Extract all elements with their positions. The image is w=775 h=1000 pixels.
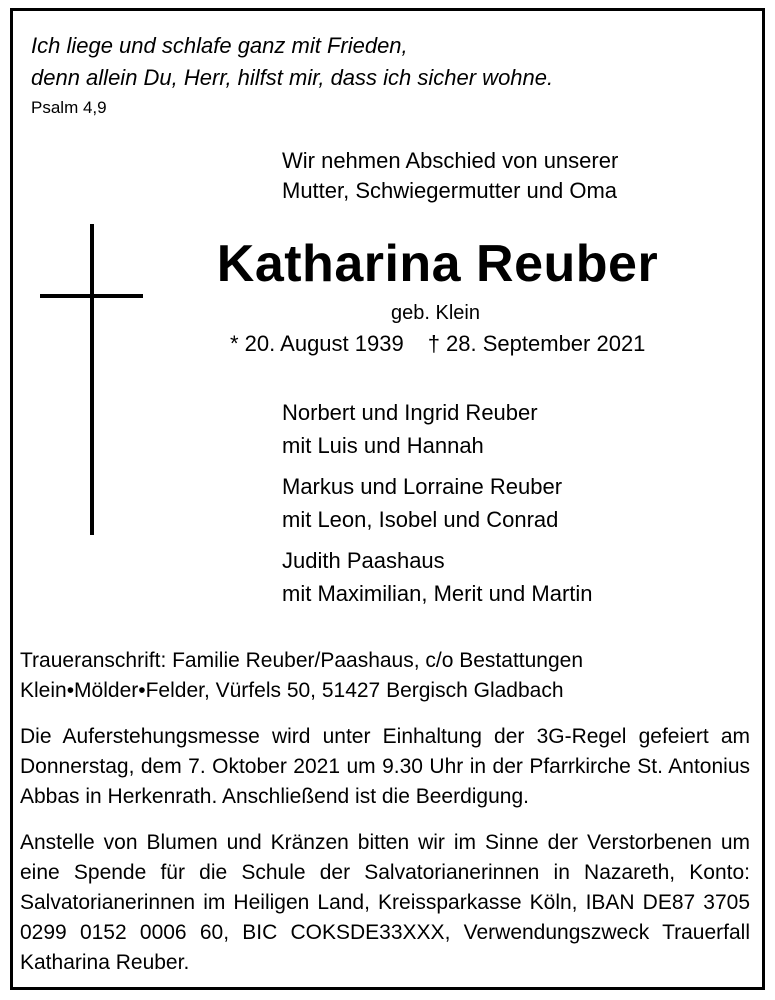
funeral-mass-info: Die Auferstehungsmesse wird unter Einhaltung der 3G-Regel gefeiert am Donnerstag, dem 7. Oktober 2021 um 9.30 Uhr in der Pfarrkirche St. Antonius Abbas in Herkenrath. Anschließend ist die Beerdigung. (20, 725, 750, 808)
address-line-1: Traueranschrift: Familie Reuber/Paashaus, c/o Bestattungen (20, 649, 584, 672)
deceased-name: Katharina Reuber (216, 235, 659, 293)
mourner-group (282, 396, 593, 462)
life-dates (230, 330, 645, 358)
mourner-children: mit Leon, Isobel und Conrad (282, 507, 559, 532)
verse-line-2: denn allein Du, Herr, hilfst mir, dass ich sicher wohne. (31, 65, 554, 90)
address-line-2: Klein•Mölder•Felder, Vürfels 50, 51427 Bergisch Gladbach (20, 679, 564, 702)
bible-verse (31, 30, 553, 94)
maiden-name: geb. Klein (391, 302, 480, 324)
mourner-children: mit Luis und Hannah (282, 433, 484, 458)
mourner-names: Judith Paashaus (282, 548, 445, 573)
mourners-list (282, 396, 593, 618)
death-date: † 28. September 2021 (427, 331, 646, 356)
verse-reference: Psalm 4,9 (31, 98, 107, 117)
verse-line-1: Ich liege und schlafe ganz mit Frieden, (31, 33, 408, 58)
mourning-address (20, 646, 750, 706)
mourner-names: Markus und Lorraine Reuber (282, 474, 563, 499)
mourner-group (282, 470, 593, 536)
intro-line-2: Mutter, Schwiegermutter und Oma (282, 178, 618, 203)
mourner-names: Norbert und Ingrid Reuber (282, 400, 538, 425)
birth-date: * 20. August 1939 (230, 331, 404, 356)
cross-icon-horizontal (40, 294, 143, 298)
mourner-children: mit Maximilian, Merit und Martin (282, 581, 593, 606)
donation-request: Anstelle von Blumen und Kränzen bitten wir im Sinne der Verstorbenen um eine Spende für die Schule der Salvatorianerinnen in Nazareth, Konto: Salvatorianerinnen im Heiligen Land, Kreissparkasse Köln, IBAN DE87 3705 0299 0152 0006 60, BIC COKSDE33XXX, Verwendungszweck Trauerfall Katharina Reuber. (20, 831, 750, 974)
farewell-intro (282, 146, 618, 206)
intro-line-1: Wir nehmen Abschied von unserer (282, 148, 619, 173)
mourner-group (282, 544, 593, 610)
